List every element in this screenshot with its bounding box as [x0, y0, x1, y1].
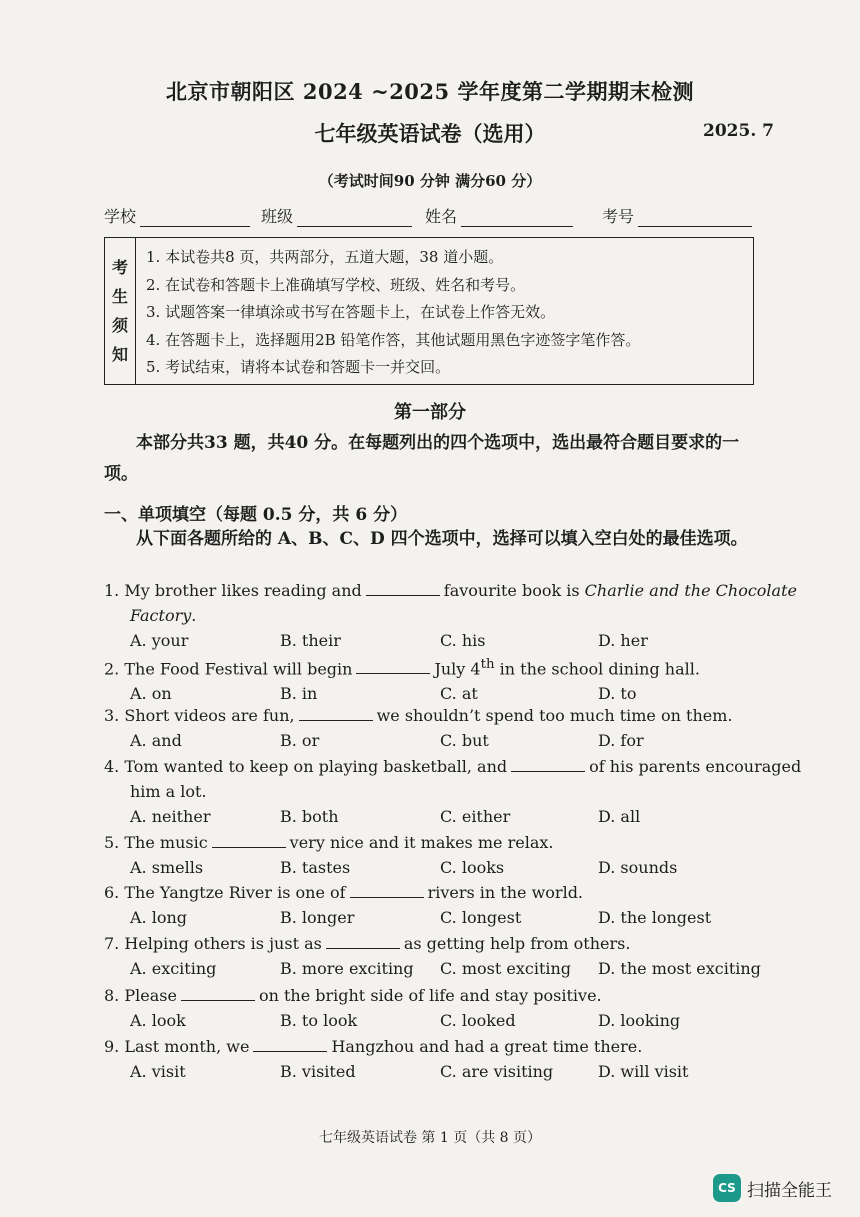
- question-6: 6. The Yangtze River is one of rivers in the world. A. long B. longer C. longest D. the longest: [104, 880, 764, 930]
- option-d[interactable]: D. her: [598, 631, 648, 650]
- school-label: 学校: [104, 207, 137, 226]
- section-desc: 从下面各题所给的 A、B、C、D 四个选项中，选择可以填入空白处的最佳选项。: [136, 529, 748, 549]
- question-2: 2. The Food Festival will begin July 4th in the school dining hall. A. on B. in C. at D. to: [104, 652, 764, 706]
- option-b[interactable]: B. their: [280, 631, 341, 650]
- option-c[interactable]: C. looked: [440, 1011, 516, 1030]
- option-a[interactable]: A. long: [130, 908, 188, 927]
- answer-blank: [299, 706, 373, 721]
- option-a[interactable]: A. visit: [130, 1062, 186, 1081]
- option-c[interactable]: C. at: [440, 684, 478, 704]
- name-label: 姓名: [425, 207, 458, 226]
- options: [104, 855, 764, 880]
- option-b[interactable]: B. longer: [280, 908, 355, 927]
- option-d[interactable]: D. to: [598, 684, 637, 704]
- school-field[interactable]: [104, 204, 250, 227]
- options: [104, 1008, 764, 1033]
- exam-info: （考试时间90 分钟 满分60 分）: [318, 172, 542, 190]
- answer-blank: [350, 883, 424, 898]
- part-title: 第一部分: [394, 402, 466, 423]
- camscanner-logo-icon: CS: [713, 1174, 741, 1202]
- question-9: 9. Last month, we Hangzhou and had a great time there. A. visit B. visited C. are visiting D. will visit: [104, 1034, 764, 1084]
- exam-date: 2025. 7: [703, 121, 774, 141]
- option-b[interactable]: B. both: [280, 807, 339, 826]
- answer-blank: [356, 659, 430, 674]
- part-intro: 本部分共33 题，共40 分。在每题列出的四个选项中，选出最符合题目要求的一项。: [104, 433, 740, 484]
- name-field[interactable]: [425, 204, 573, 227]
- option-c[interactable]: C. are visiting: [440, 1062, 554, 1081]
- page-footer: 七年级英语试卷 第 1 页（共 8 页）: [318, 1130, 542, 1146]
- section-title: 一、单项填空（每题 0.5 分，共 6 分）: [104, 505, 408, 525]
- answer-blank: [511, 757, 585, 772]
- scanner-watermark-text: 扫描全能王: [747, 1180, 832, 1201]
- options: [104, 804, 764, 829]
- question-8: 8. Please on the bright side of life and stay positive. A. look B. to look C. looked D. looking: [104, 983, 764, 1033]
- option-a[interactable]: A. exciting: [130, 959, 217, 978]
- option-d[interactable]: D. the longest: [598, 908, 712, 927]
- option-a[interactable]: A. neither: [130, 807, 211, 826]
- option-d[interactable]: D. looking: [598, 1011, 681, 1030]
- option-b[interactable]: B. more exciting: [280, 959, 414, 978]
- options: [104, 628, 764, 653]
- page-title: 北京市朝阳区 2024 ~2025 学年度第二学期期末检测: [166, 79, 694, 104]
- option-c[interactable]: C. either: [440, 807, 511, 826]
- notice-item: 3. 试题答案一律填涂或书写在答题卡上，在试卷上作答无效。: [146, 303, 556, 321]
- answer-blank: [253, 1037, 327, 1052]
- option-c[interactable]: C. his: [440, 631, 486, 650]
- option-c[interactable]: C. but: [440, 731, 489, 750]
- notice-list: [136, 238, 753, 384]
- notice-box: [104, 237, 754, 385]
- notice-item: 1. 本试卷共8 页，共两部分，五道大题，38 道小题。: [146, 248, 504, 266]
- option-d[interactable]: D. the most exciting: [598, 959, 761, 978]
- option-d[interactable]: D. for: [598, 731, 644, 750]
- student-info-fields: [104, 204, 754, 228]
- answer-blank: [366, 581, 440, 596]
- answer-blank: [326, 934, 400, 949]
- option-d[interactable]: D. sounds: [598, 858, 678, 877]
- notice-item: 2. 在试卷和答题卡上准确填写学校、班级、姓名和考号。: [146, 275, 526, 294]
- option-c[interactable]: C. most exciting: [440, 959, 572, 978]
- option-c[interactable]: C. longest: [440, 908, 522, 927]
- answer-blank: [212, 833, 286, 848]
- option-a[interactable]: A. look: [130, 1011, 186, 1030]
- option-d[interactable]: D. all: [598, 807, 641, 826]
- option-b[interactable]: B. in: [280, 684, 318, 704]
- option-a[interactable]: A. your: [130, 631, 189, 650]
- options: [104, 905, 764, 930]
- question-3: 3. Short videos are fun, we shouldn’t spend too much time on them. A. and B. or C. but D. for: [104, 703, 764, 753]
- option-b[interactable]: B. tastes: [280, 858, 351, 877]
- option-d[interactable]: D. will visit: [598, 1062, 689, 1081]
- option-a[interactable]: A. and: [130, 731, 182, 750]
- page-subtitle: 七年级英语试卷（选用）: [314, 121, 546, 146]
- exam-number-label: 考号: [602, 207, 635, 226]
- notice-label: 考 生 须 知: [105, 238, 136, 384]
- scanner-watermark: [713, 1174, 832, 1202]
- class-field[interactable]: [261, 204, 412, 227]
- options: [104, 1059, 764, 1084]
- question-7: 7. Helping others is just as as getting help from others. A. exciting B. more exciting C. most exciting D. the most exciting: [104, 931, 764, 981]
- option-b[interactable]: B. or: [280, 731, 320, 750]
- answer-blank: [181, 986, 255, 1001]
- notice-item: 4. 在答题卡上，选择题用2B 铅笔作答，其他试题用黑色字迹签字笔作答。: [146, 330, 641, 349]
- notice-item: 5. 考试结束，请将本试卷和答题卡一并交回。: [146, 358, 451, 376]
- class-label: 班级: [261, 207, 294, 226]
- option-a[interactable]: A. smells: [130, 858, 204, 877]
- option-c[interactable]: C. looks: [440, 858, 505, 877]
- option-b[interactable]: B. to look: [280, 1011, 358, 1030]
- option-b[interactable]: B. visited: [280, 1062, 356, 1081]
- option-a[interactable]: A. on: [130, 684, 172, 704]
- options: [104, 728, 764, 753]
- exam-number-field[interactable]: [602, 204, 752, 227]
- question-1: 1. My brother likes reading and favourite book is Charlie and the Chocolate Factory. A. your B. their C. his D. her: [104, 578, 764, 653]
- question-4: 4. Tom wanted to keep on playing basketball, and of his parents encouraged him a lot. A. neither B. both C. either D. all: [104, 754, 764, 829]
- question-5: 5. The music very nice and it makes me relax. A. smells B. tastes C. looks D. sounds: [104, 830, 764, 880]
- options: [104, 956, 764, 981]
